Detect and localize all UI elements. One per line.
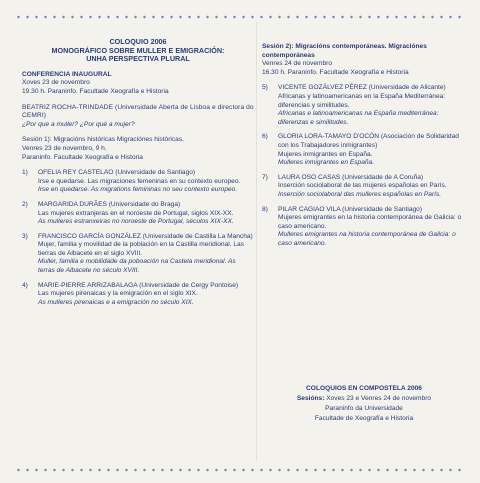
footer-sessions xyxy=(262,394,466,404)
entry-talk: Inserción sociolaboral de las mujeres españolas en París. xyxy=(278,182,447,190)
session2-heading: Sesión 2): Migracións contemporáneas. Migraciónes contemporáneas xyxy=(262,43,427,59)
entry-number: 5) xyxy=(262,84,268,92)
entry-number: 7) xyxy=(262,173,268,181)
session2-info xyxy=(262,43,466,77)
program-entry xyxy=(262,174,466,200)
conference-talk: ¿Por que a muller? ¿Por qué a mujer? xyxy=(22,120,135,128)
entry-talk-translation: Mulleres inmigrantes en España. xyxy=(278,159,375,167)
entry-number: 6) xyxy=(262,133,268,141)
entry-talk: Mujeres emigrantes en la historia contemporánea de Galicia: o caso americano. xyxy=(278,214,462,230)
entry-speaker: FRANCISCO GARCÍA GONZÁLEZ (Universidade de Castilla La Mancha) xyxy=(38,232,253,240)
footer-sessions-text: Xoves 23 e Venres 24 de novembro xyxy=(326,395,432,402)
entry-speaker: GLORIA LORA-TAMAYO D'OCÓN (Asociación de Solidaridad con los Trabajadores inmigrantes) xyxy=(278,133,459,149)
footer-block xyxy=(262,384,466,424)
page-fold-line xyxy=(256,22,257,461)
conference-speaker: BEATRIZ ROCHA-TRINDADE (Universidade Aberta de Lisboa e directora do CEMRI) xyxy=(22,103,254,120)
program-title-line2: UNHA PERSPECTIVA PLURAL xyxy=(86,54,190,64)
entry-talk: Irse e quedarse. Las migraciones femeninas en su contexto europeo. xyxy=(38,177,241,185)
entry-talk-translation: Muller, familia e mobilidade da poboación na Castela meridional. As terras de Albacete no século XVIII. xyxy=(38,258,236,275)
footer-place1: Paraninfo da Universidade xyxy=(325,405,403,412)
entry-speaker: MARGARIDA DURÃES (Universidade do Braga) xyxy=(38,200,181,208)
session1-info xyxy=(22,136,254,162)
session1-heading: Sesión 1): Migracións históricas Migraciónes históricas. xyxy=(22,136,184,144)
program-entry xyxy=(22,282,254,308)
footer-title: COLOQUIOS EN COMPOSTELA 2006 xyxy=(306,385,422,392)
footer-sessions-label: Sesións: xyxy=(296,395,325,402)
entry-number: 1) xyxy=(22,169,28,177)
entry-speaker: MARIE-PIERRE ARRIZABALAGA (Universidade de Cergy Pontoise) xyxy=(38,281,239,289)
entry-talk: Las mujeres extranjeras en el noroeste de Portugal, siglos XIX-XX. xyxy=(38,209,234,217)
entry-number: 8) xyxy=(262,205,268,213)
session2-place: 16.30 h. Paraninfo. Facultade Xeografía e Historia xyxy=(262,68,409,76)
left-column xyxy=(22,38,254,313)
program-header xyxy=(22,38,254,64)
session1-date: Venres 23 de novembro, 9 h. xyxy=(22,144,107,152)
conference-speaker-block xyxy=(22,104,254,130)
conference-date: Xoves 23 de novembro xyxy=(22,79,90,87)
entry-number: 3) xyxy=(22,232,28,240)
program-entry xyxy=(22,233,254,276)
entry-talk-translation: Mulleres emigrantes na historia contemporánea de Galicia: o caso americano. xyxy=(278,231,456,247)
right-column xyxy=(262,43,466,254)
inaugural-conference xyxy=(22,71,254,97)
entry-speaker: LAURA OSO CASAS (Universidade de A Coruña) xyxy=(278,173,424,181)
entry-speaker: OFELIA REY CASTELAO (Universidade de Santiago) xyxy=(38,169,196,177)
entry-talk-translation: Irse en quedarse. As migrations femininas no seu contexto europeo. xyxy=(38,186,238,194)
entry-talk: Mujer, familia y movilidad de la población en la Castilla meridional. Las tierras de Albacete en el siglo XVIII. xyxy=(38,241,244,257)
entry-talk-translation: As mulleres pirenaicas e a emigración no século XIX. xyxy=(38,298,194,306)
entry-talk: Las mujeres pirenaicas y la emigración en el siglo XIX. xyxy=(38,290,198,298)
entry-speaker: VICENTE GOZÁLVEZ PÉREZ (Universidade de Alicante) xyxy=(278,84,446,92)
conference-heading: CONFERENCIA INAUGURAL xyxy=(22,70,112,78)
bottom-dotted-border xyxy=(14,467,466,473)
entry-talk-translation: As mulleres estranxeiras no noroeste de Portugal, séculos XIX-XX. xyxy=(38,218,234,226)
entry-talk-translation: Africanas e latinoamericanas na España mediterránea: diferenzas e similitudes. xyxy=(278,110,439,126)
entry-talk: Mujeres inmigrantes en España. xyxy=(278,150,373,158)
session2-date: Venres 24 de novembro xyxy=(262,60,333,68)
entry-talk-translation: Inserción sociolaboral das mulleres españolas en París. xyxy=(278,190,442,198)
entry-number: 4) xyxy=(22,281,28,289)
program-entry xyxy=(262,133,466,167)
entry-number: 2) xyxy=(22,200,28,208)
program-title-line1: MONOGRÁFICO SOBRE MULLER E EMIGRACIÓN: xyxy=(51,45,225,55)
program-entry xyxy=(262,206,466,249)
program-entry xyxy=(22,169,254,195)
program-entry xyxy=(262,84,466,127)
footer-place2: Facultade de Xeografía e Historia xyxy=(314,415,414,422)
program-entry xyxy=(22,201,254,227)
event-title: COLOQUIO 2006 xyxy=(109,37,167,46)
top-dotted-border xyxy=(14,14,466,20)
entry-talk: Africanas y latinoamericanas en la España Mediterránea: diferencias y similitudes. xyxy=(278,92,446,109)
conference-place: 19.30 h. Paraninfo. Facultade Xeografía e Historia xyxy=(22,87,169,95)
session1-place: Paraninfo. Facultade Xeografía e Historia xyxy=(22,153,143,161)
entry-speaker: PILAR CAGIAO VILA (Universidade de Santiago) xyxy=(278,205,423,213)
